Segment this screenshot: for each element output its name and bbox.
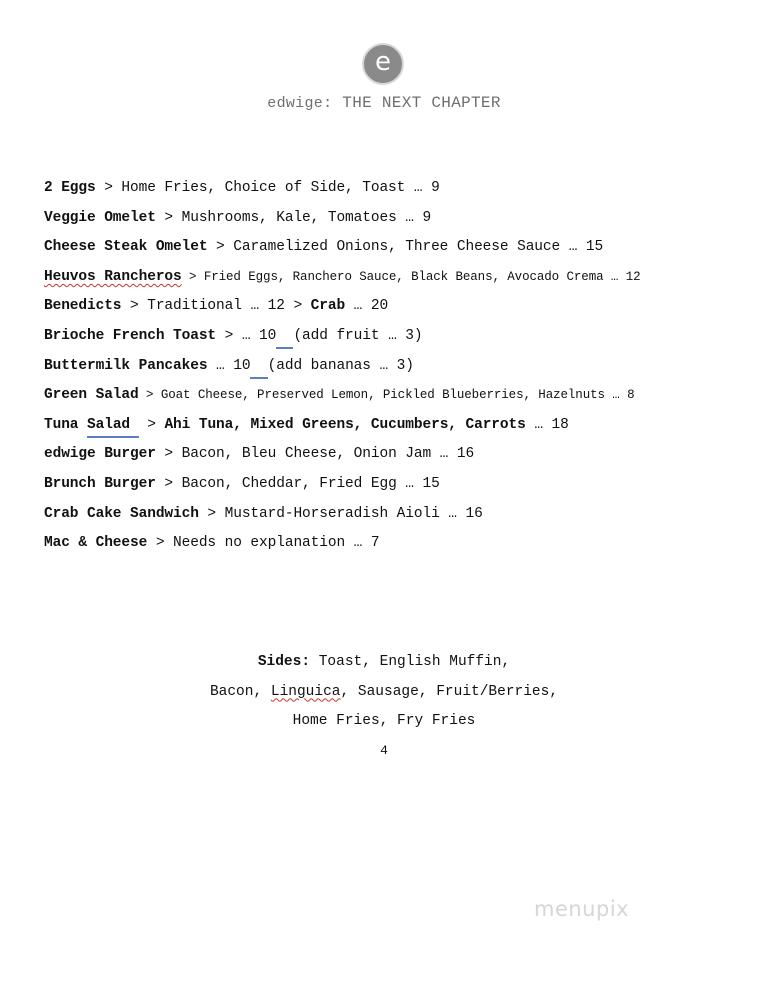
item-addon: (add bananas … 3) <box>267 357 414 374</box>
item-name: Benedicts <box>44 298 122 315</box>
item-name: Cheese Steak Omelet <box>44 239 208 256</box>
item-name: edwige Burger <box>44 446 156 463</box>
brand-subtitle: THE NEXT CHAPTER <box>342 94 501 112</box>
menu-item-tuna-salad <box>44 414 754 444</box>
item-name: Veggie Omelet <box>44 209 156 226</box>
item-name: Green Salad <box>44 387 139 404</box>
item-name: Mac & Cheese <box>44 535 148 552</box>
item-desc: > Caramelized Onions, Three Cheese Sauce … 15 <box>207 239 604 256</box>
logo-letter: e <box>375 47 391 77</box>
menu-item-brioche-french-toast <box>44 325 754 355</box>
menu-item-brunch-burger <box>44 473 754 503</box>
item-desc: > … 10 <box>216 327 277 344</box>
menupix-watermark: menupix <box>534 897 630 921</box>
item-name-part: Salad <box>87 414 130 438</box>
sides-line-2 <box>0 681 768 711</box>
item-desc: > Home Fries, Choice of Side, Toast … 9 <box>95 180 440 196</box>
menu-item-heuvos-rancheros <box>44 266 754 296</box>
menu-item-buttermilk-pancakes <box>44 355 754 385</box>
item-name: Brioche French Toast <box>44 327 217 344</box>
sides-text: Bacon, <box>209 683 271 700</box>
sides-text: Toast, English Muffin, <box>310 654 511 670</box>
menu-item-cheese-steak-omelet <box>44 236 754 266</box>
menu-item-edwige-burger <box>44 443 754 473</box>
edwige-logo <box>362 43 404 85</box>
brand-name: edwige: <box>267 95 333 112</box>
item-desc: > Mushrooms, Kale, Tomatoes … 9 <box>155 209 432 226</box>
item-name: 2 Eggs <box>44 180 96 196</box>
item-sub-desc: … 20 <box>345 298 389 315</box>
item-addon: (add fruit … 3) <box>293 327 423 344</box>
sides-text: , Sausage, Fruit/Berries, <box>340 683 559 700</box>
item-desc: > Goat Cheese, Preserved Lemon, Pickled Blueberries, Hazelnuts … 8 <box>138 388 635 403</box>
item-desc: > Needs no explanation … 7 <box>147 535 380 552</box>
sides-line-1 <box>0 651 768 681</box>
item-desc: … 10 <box>207 357 251 374</box>
item-name: Crab Cake Sandwich <box>44 505 199 522</box>
item-desc: > <box>138 416 165 433</box>
menu-list <box>44 177 754 562</box>
item-desc: > Bacon, Cheddar, Fried Egg … 15 <box>155 475 440 492</box>
blue-underline-gap <box>130 414 139 438</box>
menu-item-green-salad <box>44 384 754 414</box>
menu-item-mac-and-cheese <box>44 532 754 562</box>
item-name-part: Tuna <box>44 416 79 433</box>
item-name: Heuvos Rancheros <box>44 268 182 285</box>
sides-price: 4 <box>380 742 388 758</box>
item-name: Buttermilk Pancakes <box>44 357 208 374</box>
restaurant-title <box>0 94 768 112</box>
item-desc: > Mustard-Horseradish Aioli … 16 <box>198 505 483 522</box>
sides-label: Sides: <box>257 654 311 670</box>
item-sub-name: Crab <box>310 298 346 315</box>
blue-underline-gap <box>276 325 293 349</box>
sides-text-linguica: Linguica <box>270 683 341 700</box>
menu-item-veggie-omelet <box>44 207 754 237</box>
sides-line-3 <box>0 710 768 740</box>
menu-item-crab-cake-sandwich <box>44 503 754 533</box>
sides-text: Home Fries, Fry Fries <box>292 713 476 729</box>
sides-section <box>0 651 768 769</box>
item-price: … 18 <box>525 416 569 433</box>
menu-item-benedicts <box>44 295 754 325</box>
blue-underline-gap <box>250 355 267 379</box>
item-name: Brunch Burger <box>44 475 156 492</box>
item-highlight: Ahi Tuna, Mixed Greens, Cucumbers, Carrots <box>164 416 526 433</box>
item-desc: > Traditional … 12 > <box>121 298 311 315</box>
menu-item-2-eggs <box>44 177 754 207</box>
item-desc: > Bacon, Bleu Cheese, Onion Jam … 16 <box>155 446 475 463</box>
item-desc: > Fried Eggs, Ranchero Sauce, Black Beans, Avocado Crema … 12 <box>181 269 641 284</box>
